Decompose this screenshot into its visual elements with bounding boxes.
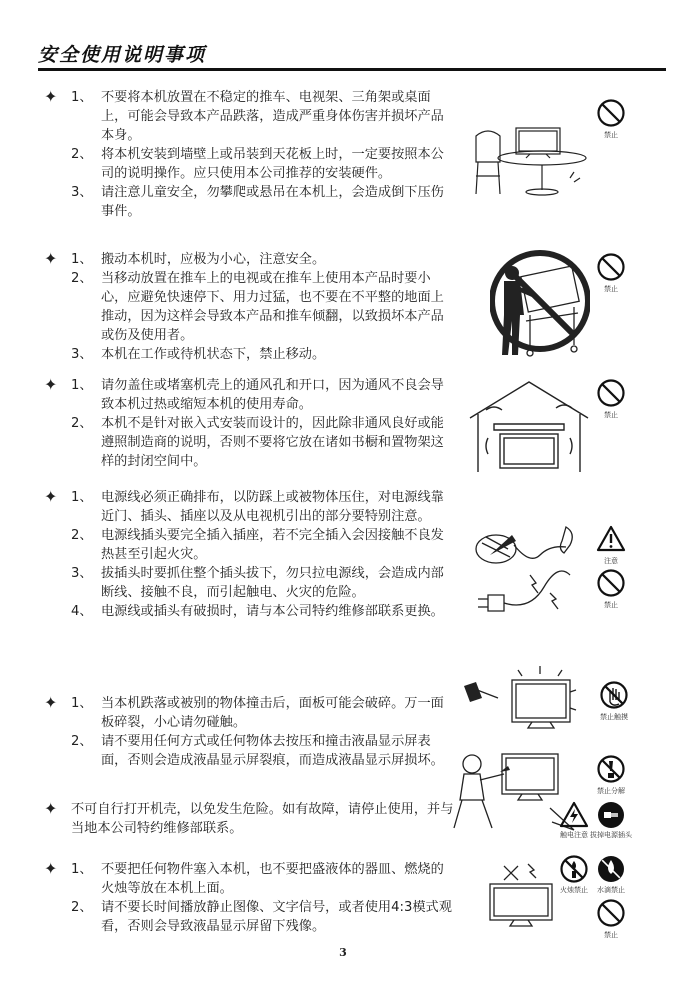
no-touch-icon bbox=[599, 680, 629, 710]
prohibit-caption: 禁止 bbox=[604, 931, 618, 939]
section-3 bbox=[44, 376, 456, 471]
list-item: 2、 电源线插头要完全插入插座，若不完全插入会因接触不良发热甚至引起火灾。 bbox=[71, 528, 444, 562]
page-number: 3 bbox=[339, 946, 347, 959]
list-item: 1、 请勿盖住或堵塞机壳上的通风孔和开口，因为通风不良会导致本机过热或缩短本机的使用寿命。 bbox=[71, 378, 444, 412]
no-disassemble-icon bbox=[596, 754, 626, 784]
list-item: 1、 电源线必须正确排布，以防踩上或被物体压住，对电源线靠近门、插头、插座以及从电视机引出的部分要特别注意。 bbox=[71, 490, 444, 524]
shock-caution-icon bbox=[559, 800, 589, 830]
no-disassemble-caption: 禁止分解 bbox=[597, 787, 625, 795]
section-1 bbox=[44, 88, 456, 221]
list-item: 4、 电源线或插头有破损时，请与本公司特约维修部联系更换。 bbox=[71, 604, 444, 619]
no-fire-caption: 火烛禁止 bbox=[560, 886, 588, 894]
list-item: 1、 不要将本机放置在不稳定的推车、电视架、三角架或桌面上，可能会导致本产品跌落，造成严重身体伤害并损坏产品本身。 bbox=[71, 90, 444, 143]
list-item: 3、 请注意儿童安全，勿攀爬或悬吊在本机上，会造成倒下压伤事件。 bbox=[71, 185, 444, 219]
list-item: 1、 当本机跌落或被别的物体撞击后，面板可能会破碎。万一面板碎裂，小心请勿碰触。 bbox=[71, 696, 444, 730]
list-item: 不可自行打开机壳，以免发生危险。如有故障，请停止使用，并与当地本公司特约维修部联系。 bbox=[71, 802, 454, 836]
section-4 bbox=[44, 488, 456, 621]
tv-on-table-illustration bbox=[470, 118, 590, 198]
prohibit-icon bbox=[596, 252, 626, 282]
list-item: 2、 将本机安装到墙壁上或吊装到天花板上时，一定要按照本公司的说明操作。应只使用本公司推荐的安装硬件。 bbox=[71, 147, 444, 181]
prohibit-caption: 禁止 bbox=[604, 601, 618, 609]
prohibit-icon bbox=[596, 898, 626, 928]
caution-icon bbox=[596, 524, 626, 554]
star-bullet-icon: ✦ bbox=[44, 249, 58, 268]
prohibit-caption: 禁止 bbox=[604, 411, 618, 419]
list-item: 3、 本机在工作或待机状态下，禁止移动。 bbox=[71, 347, 326, 362]
prohibit-icon bbox=[596, 98, 626, 128]
prohibit-icon bbox=[596, 568, 626, 598]
prohibit-caption: 禁止 bbox=[604, 131, 618, 139]
title-rule bbox=[38, 68, 666, 71]
unplug-caption: 拔掉电源插头 bbox=[590, 831, 632, 839]
list-item: 2、 请不要长时间播放静止图像、文字信号，或者使用4:3模式观看，否则会导致液晶显示屏留下残像。 bbox=[71, 900, 452, 934]
list-item: 2、 本机不是针对嵌入式安装而设计的，因此除非通风良好或能遵照制造商的说明，否则不要将它放在诸如书橱和置物架这样的封闭空间中。 bbox=[71, 416, 444, 469]
no-fire-icon bbox=[559, 854, 589, 884]
section-6 bbox=[44, 800, 456, 838]
list-item: 1、 搬动本机时，应极为小心，注意安全。 bbox=[71, 252, 326, 267]
page-title: 安全使用说明事项 bbox=[38, 44, 207, 66]
list-item: 2、 请不要用任何方式或任何物体去按压和撞击液晶显示屏表面，否则会造成液晶显示屏裂痕，而造成液晶显示屏损坏。 bbox=[71, 734, 444, 768]
no-water-icon bbox=[596, 854, 626, 884]
screen-impact-illustration bbox=[462, 664, 586, 748]
list-item: 1、 不要把任何物件塞入本机，也不要把盛液体的器皿、燃烧的火烛等放在本机上面。 bbox=[71, 862, 444, 896]
star-bullet-icon: ✦ bbox=[44, 487, 58, 506]
caution-caption: 注意 bbox=[604, 557, 618, 565]
enclosed-space-illustration bbox=[466, 378, 592, 474]
list-item: 2、 当移动放置在推车上的电视或在推车上使用本产品时要小心，应避免快速停下、用力过猛，也不要在不平整的地面上推动，因为这样会导致本产品和推车倾翻，以致损坏本产品或伤及使用者。 bbox=[71, 271, 444, 343]
no-touch-caption: 禁止触摸 bbox=[600, 713, 628, 721]
no-water-caption: 水滴禁止 bbox=[597, 886, 625, 894]
shock-caution-caption: 触电注意 bbox=[560, 831, 588, 839]
list-item: 3、 拔插头时要抓住整个插头拔下，勿只拉电源线，会造成内部断线、接触不良，而引起触电、火灾的危险。 bbox=[71, 566, 444, 600]
star-bullet-icon: ✦ bbox=[44, 693, 58, 712]
prohibit-caption: 禁止 bbox=[604, 285, 618, 293]
section-7 bbox=[44, 860, 456, 936]
tv-cart-illustration bbox=[490, 245, 590, 363]
power-cord-illustration bbox=[470, 515, 594, 627]
star-bullet-icon: ✦ bbox=[44, 375, 58, 394]
star-bullet-icon: ✦ bbox=[44, 859, 58, 878]
prohibit-icon bbox=[596, 378, 626, 408]
section-5 bbox=[44, 694, 456, 770]
unplug-icon bbox=[596, 800, 626, 830]
star-bullet-icon: ✦ bbox=[44, 799, 58, 818]
section-2 bbox=[44, 250, 456, 364]
star-bullet-icon: ✦ bbox=[44, 87, 58, 106]
